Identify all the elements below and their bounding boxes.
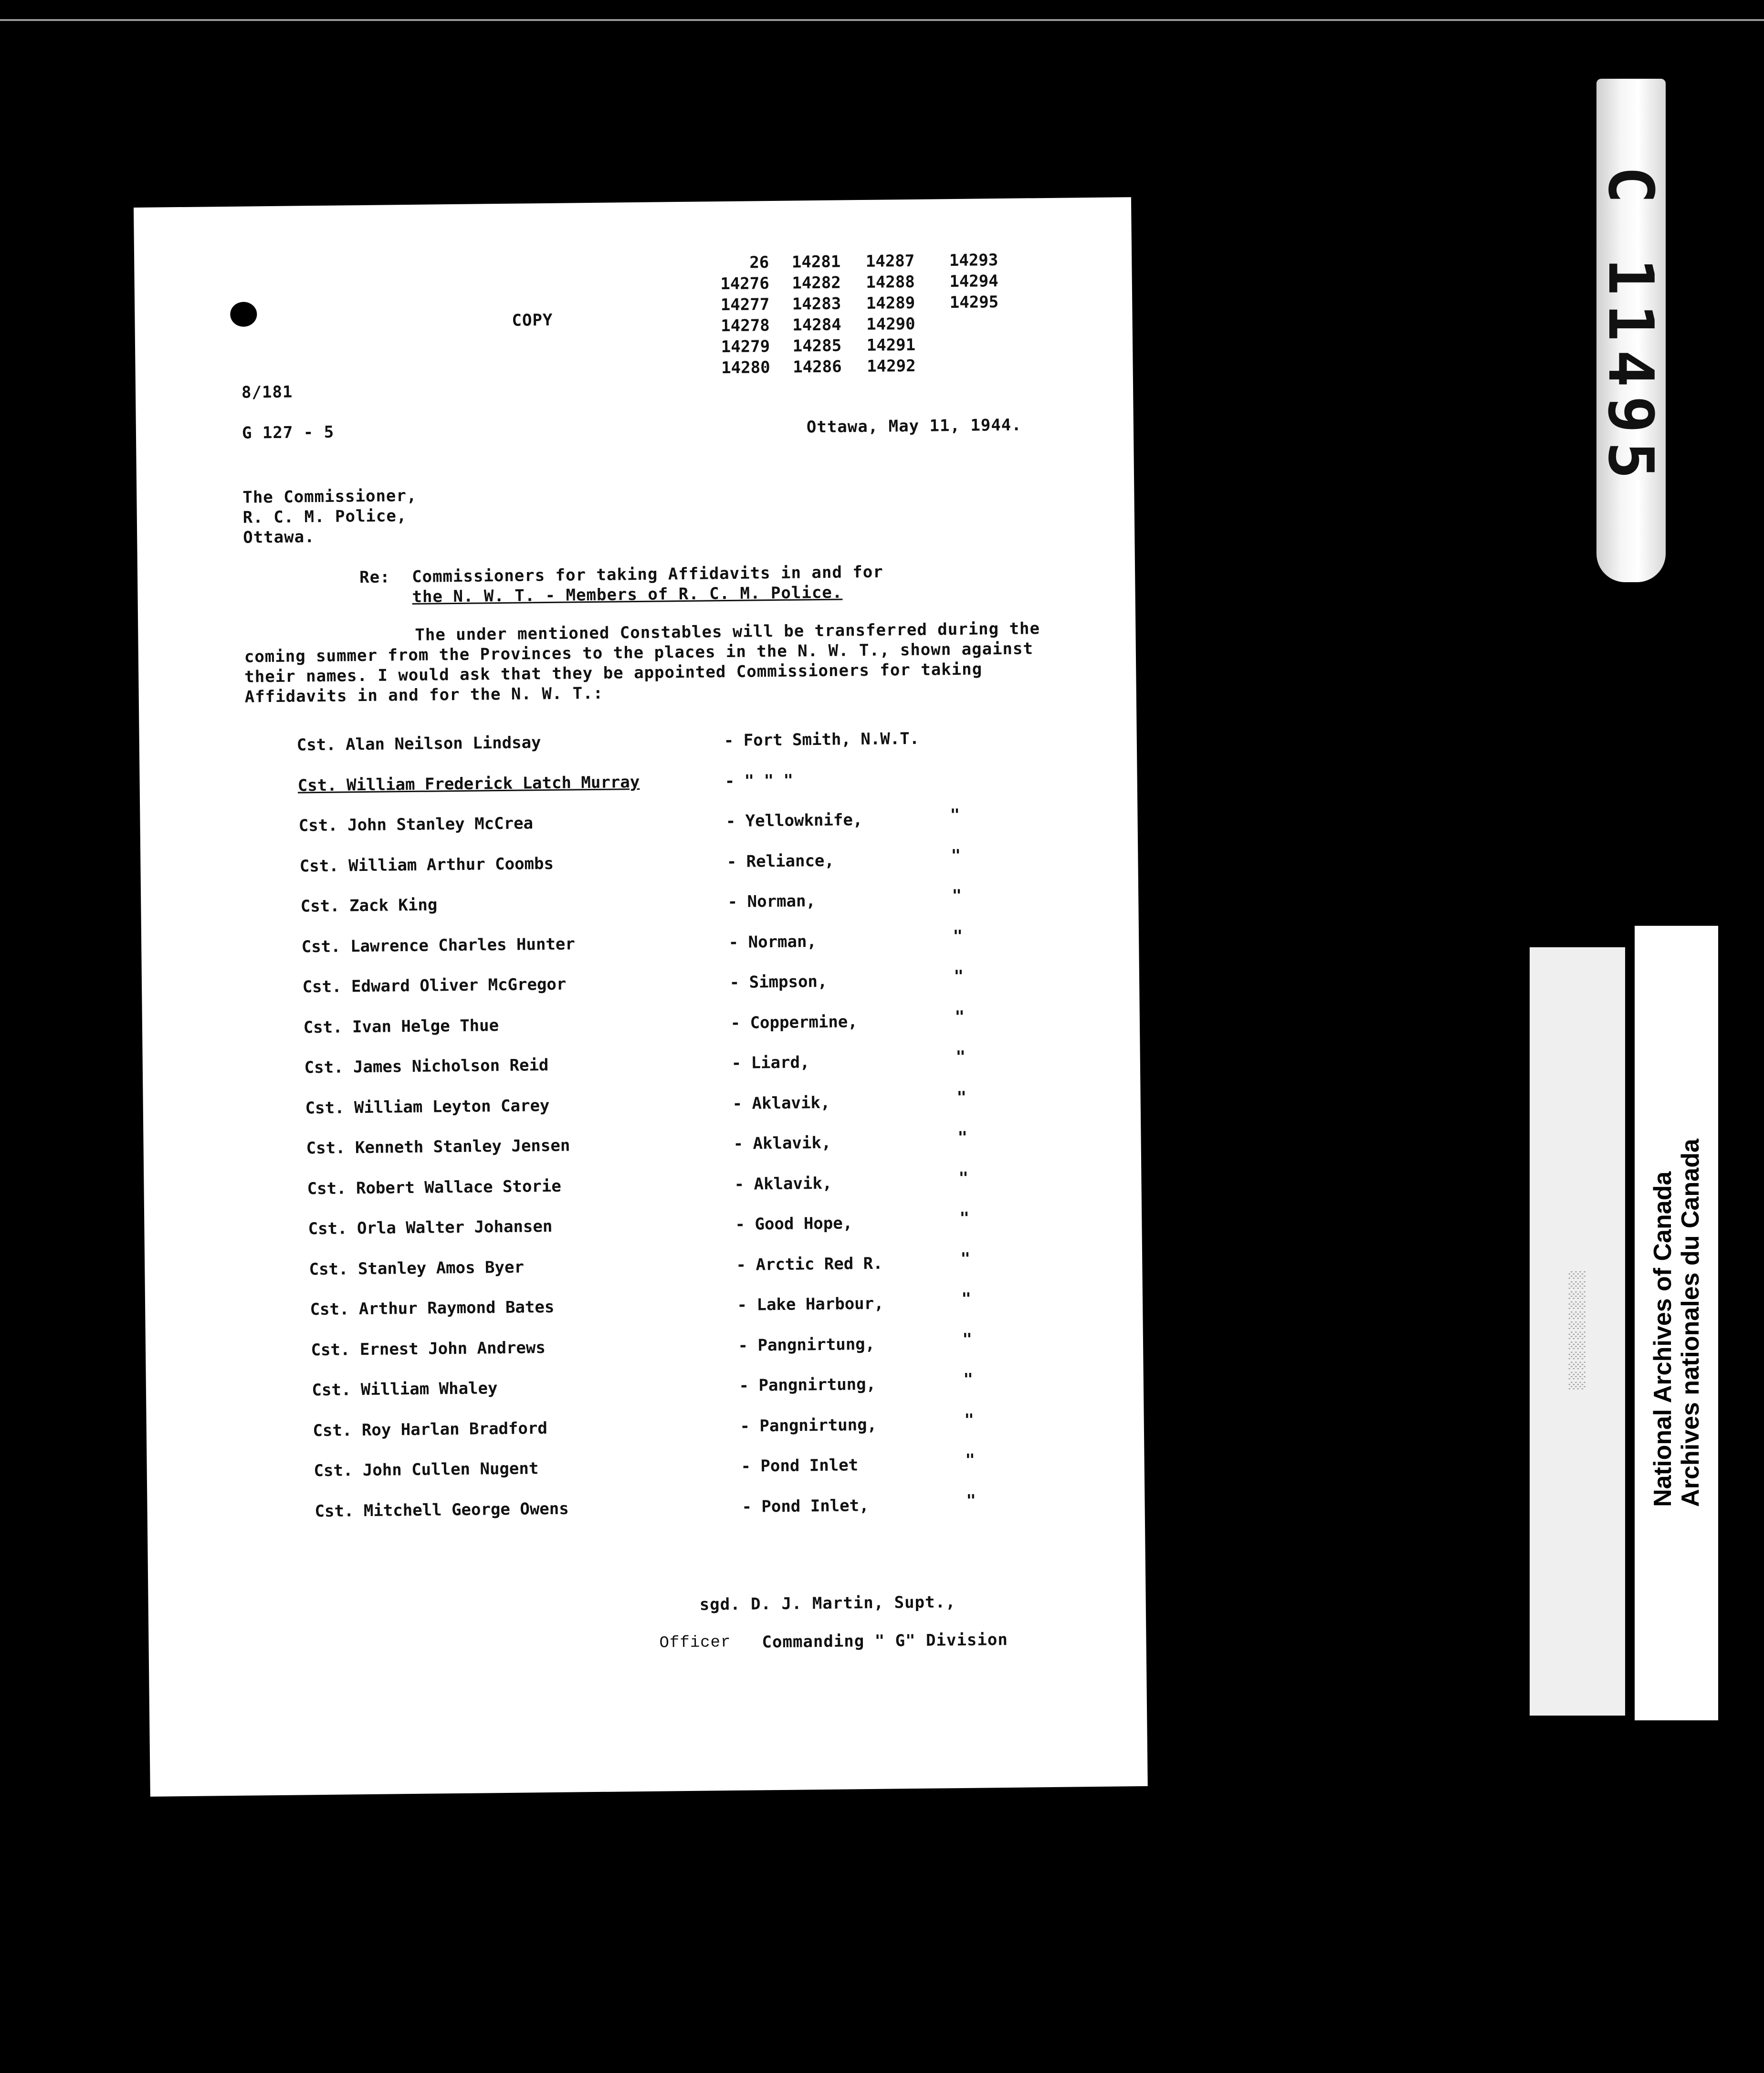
ditto-mark: " [956, 1047, 966, 1067]
archive-name-french: Archives nationales du Canada [1677, 1139, 1704, 1507]
ditto-mark: " [958, 1168, 969, 1188]
destination: - Pangnirtung, [738, 1334, 875, 1355]
file-number: 14285 [792, 336, 842, 356]
file-number: 14293 [949, 251, 998, 271]
destination: - " " " [724, 771, 794, 791]
punch-hole [230, 302, 257, 327]
constable-row [313, 1410, 1077, 1450]
officer-word: Officer [659, 1633, 731, 1653]
constable-row [300, 886, 1065, 926]
file-number: 14277 [720, 295, 770, 315]
ditto-mark: " [963, 1370, 974, 1389]
file-number: 26 [749, 253, 769, 272]
destination: - Aklavik, [732, 1093, 830, 1113]
ditto-mark: " [955, 1007, 965, 1026]
reference-label-strip [1530, 947, 1625, 1716]
constable-name: Cst. Edward Oliver McGregor [302, 974, 567, 997]
constable-row [314, 1450, 1078, 1490]
constable-row [298, 768, 1062, 805]
file-number: 14276 [720, 274, 769, 294]
constable-row [300, 848, 1064, 885]
destination: - Simpson, [729, 972, 828, 993]
constable-row [312, 1372, 1076, 1409]
ditto-mark: " [950, 805, 960, 825]
body-line: their names. I would ask that they be appointed Commissioners for taking [244, 660, 983, 687]
constable-row [298, 805, 1063, 845]
archive-label-text [1649, 1139, 1704, 1507]
addressee-line: R. C. M. Police, [242, 506, 407, 527]
constable-name: Cst. Kenneth Stanley Jensen [306, 1136, 570, 1158]
ditto-mark: " [960, 1249, 971, 1268]
constable-row [304, 1047, 1068, 1087]
ditto-mark: " [953, 926, 963, 946]
constable-row [310, 1289, 1074, 1329]
destination: - Arctic Red R. [736, 1254, 883, 1275]
destination: - Pangnirtung, [740, 1415, 877, 1436]
file-number: 14294 [949, 272, 998, 292]
subject-line: the N. W. T. - Members of R. C. M. Police. [412, 583, 843, 607]
constable-name: Cst. James Nicholson Reid [304, 1055, 549, 1078]
constable-row [306, 1128, 1070, 1168]
file-number: 14282 [792, 273, 841, 293]
constable-name: Cst. Robert Wallace Storie [307, 1176, 562, 1198]
constable-name: Cst. Mitchell George Owens [315, 1499, 569, 1521]
commanding-line: Commanding " G" Division [762, 1630, 1008, 1652]
dateline: Ottawa, May 11, 1944. [806, 415, 1022, 437]
file-number: 14291 [866, 335, 916, 355]
number-column [774, 252, 842, 376]
re-label: Re: [359, 567, 390, 587]
copy-stamp: COPY [512, 310, 553, 330]
constable-name: Cst. Ivan Helge Thue [303, 1016, 499, 1037]
destination: - Yellowknife, [725, 810, 863, 831]
constable-row [315, 1491, 1079, 1530]
constable-name: Cst. William Frederick Latch Murray [297, 772, 640, 795]
ditto-mark: " [959, 1208, 970, 1228]
constable-row [297, 728, 1061, 764]
constable-name: Cst. John Stanley McCrea [298, 814, 534, 836]
destination: - Pond Inlet, [742, 1496, 869, 1517]
constable-name: Cst. Orla Walter Johansen [308, 1216, 553, 1239]
file-number: 14281 [791, 252, 841, 272]
destination: - Reliance, [726, 851, 835, 871]
body-line: The under mentioned Constables will be transferred during the [415, 619, 1040, 645]
file-number: 14278 [721, 316, 770, 336]
file-number: 14284 [792, 315, 841, 335]
constable-name: Cst. Roy Harlan Bradford [313, 1418, 548, 1440]
archive-label [1635, 926, 1718, 1720]
archive-name-english: National Archives of Canada [1649, 1171, 1677, 1507]
signature-line: sgd. D. J. Martin, Supt., [699, 1592, 956, 1614]
number-column [702, 253, 770, 377]
body-line: Affidavits in and for the N. W. T.: [244, 683, 604, 707]
constable-row [308, 1208, 1072, 1248]
constable-name: Cst. Lawrence Charles Hunter [301, 934, 576, 956]
ditto-mark: " [951, 846, 961, 865]
constable-row [307, 1168, 1071, 1208]
ditto-mark: " [956, 1088, 967, 1107]
file-number: 14288 [866, 272, 915, 292]
reference-number: G 127 - 5 [242, 422, 335, 443]
addressee-line: Ottawa. [243, 527, 315, 547]
reference-label-text: ░░░░░░░░░░░░ [1569, 1268, 1586, 1390]
ditto-mark: " [966, 1491, 976, 1510]
destination: - Aklavik, [733, 1133, 831, 1153]
destination: - Pangnirtung, [739, 1374, 876, 1395]
constable-name: Cst. Stanley Amos Byer [309, 1257, 525, 1279]
destination: - Pond Inlet [741, 1455, 859, 1476]
ditto-mark: " [965, 1450, 976, 1470]
file-number: 14292 [867, 356, 916, 376]
file-number: 14289 [866, 293, 915, 313]
constable-name: Cst. Alan Neilson Lindsay [296, 733, 541, 755]
ditto-mark: " [954, 966, 964, 986]
addressee-line: The Commissioner, [242, 486, 417, 507]
destination: - Lake Harbour, [737, 1294, 884, 1315]
destination: - Aklavik, [734, 1173, 832, 1194]
destination: - Coppermine, [730, 1012, 858, 1033]
number-column [931, 251, 998, 312]
ditto-mark: " [962, 1330, 973, 1349]
document-page [134, 197, 1148, 1797]
constable-row [302, 966, 1067, 1006]
body-line: coming summer from the Provinces to the places in the N. W. T., shown against [244, 639, 1034, 667]
file-number: 14279 [721, 337, 770, 357]
constable-name: Cst. Arthur Raymond Bates [310, 1297, 555, 1319]
ditto-mark: " [964, 1410, 975, 1430]
destination: - Good Hope, [735, 1214, 853, 1234]
constable-name: Cst. William Whaley [312, 1379, 498, 1400]
subject-line: Commissioners for taking Affidavits in and for [411, 562, 883, 586]
constable-name: Cst. William Leyton Carey [305, 1096, 550, 1118]
ditto-mark: " [957, 1128, 968, 1148]
constable-row [301, 926, 1066, 966]
constable-row [311, 1332, 1075, 1369]
destination: - Fort Smith, N.W.T. [724, 729, 920, 751]
constable-name: Cst. Zack King [300, 895, 438, 916]
film-edge-line [0, 19, 1764, 21]
file-number: 14295 [949, 293, 999, 313]
constable-name: Cst. John Cullen Nugent [314, 1459, 539, 1481]
file-number: 14283 [792, 294, 841, 314]
constable-name: Cst. William Arthur Coombs [299, 854, 554, 876]
file-number: 14280 [721, 358, 770, 378]
destination: - Norman, [727, 891, 816, 912]
ditto-mark: " [961, 1289, 972, 1309]
film-strip-number: C 11495 [1595, 166, 1667, 488]
number-column [848, 252, 916, 376]
file-number: 14286 [793, 357, 842, 377]
destination: - Liard, [731, 1053, 810, 1073]
film-number-strip [1596, 79, 1666, 582]
constable-row [303, 1007, 1067, 1047]
file-number: 14287 [865, 251, 915, 271]
constable-row [309, 1249, 1073, 1288]
file-reference: 8/181 [241, 382, 293, 402]
destination: - Norman, [728, 932, 817, 952]
ditto-mark: " [952, 886, 962, 906]
file-number: 14290 [866, 314, 915, 334]
constable-row [305, 1090, 1069, 1127]
constable-name: Cst. Ernest John Andrews [311, 1338, 546, 1360]
